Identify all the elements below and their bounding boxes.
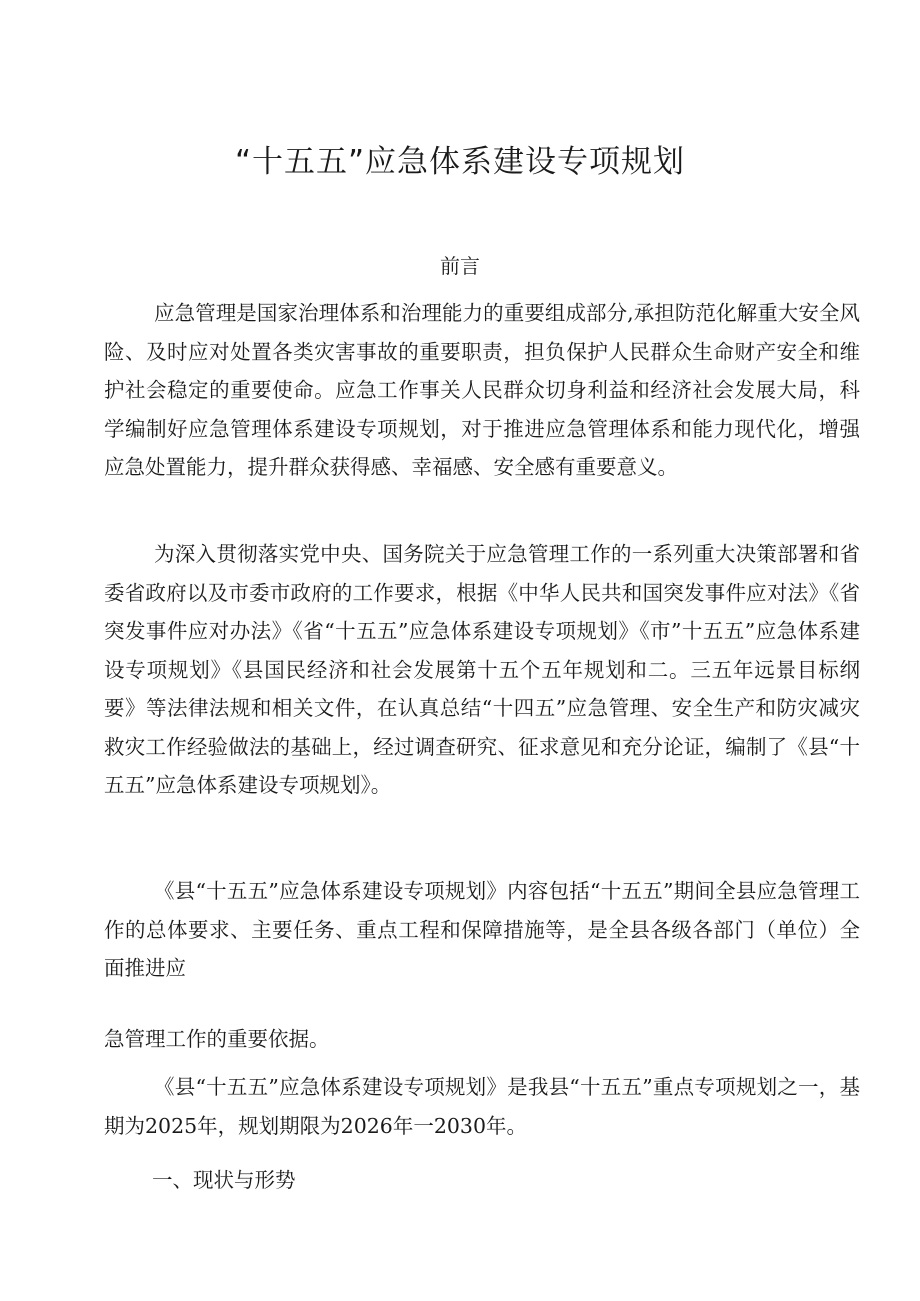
- paragraph-basis: 为深入贯彻落实党中央、国务院关于应急管理工作的一系列重大决策部署和省委省政府以及市委市政府的工作要求，根据《中华人民共和国突发事件应对法》《省突发事件应对办法》《省“十五五”应急体系建设专项规划》《市”十五五”应急体系建设专项规划》《县国民经济和社会发展第十五个五年规划和二。三五年远景目标纲要》等法律法规和相关文件，在认真总结“十四五”应急管理、安全生产和防灾减灾救灾工作经验做法的基础上，经过调查研究、征求意见和充分论证，编制了《县“十五五”应急体系建设专项规划》。: [104, 542, 860, 797]
- section-heading: 一、现状与形势: [152, 1168, 296, 1192]
- paragraph-content: 《县“十五五”应急体系建设专项规划》内容包括“十五五”期间全县应急管理工作的总体要求、主要任务、重点工程和保障措施等，是全县各级各部门（单位）全面推进应: [104, 879, 860, 980]
- paragraph-intro: 应急管理是国家治理体系和治理能力的重要组成部分,承担防范化解重大安全风险、及时应对处置各类灾害事故的重要职责，担负保护人民群众生命财产安全和维护社会稳定的重要使命。应急工作事关人民群众切身利益和经济社会发展大局，科学编制好应急管理体系建设专项规划，对于推进应急管理体系和能力现代化，增强应急处置能力，提升群众获得感、幸福感、安全感有重要意义。: [104, 301, 860, 479]
- document-title: “十五五”应急体系建设专项规划: [234, 144, 686, 180]
- paragraph-content-continued: 急管理工作的重要依据。: [104, 1027, 330, 1051]
- paragraph-period: 《县“十五五”应急体系建设专项规划》是我县“十五五”重点专项规划之一，基期为2025年，规划期限为2026年一2030年。: [104, 1075, 860, 1138]
- preface-heading: 前言: [440, 254, 480, 278]
